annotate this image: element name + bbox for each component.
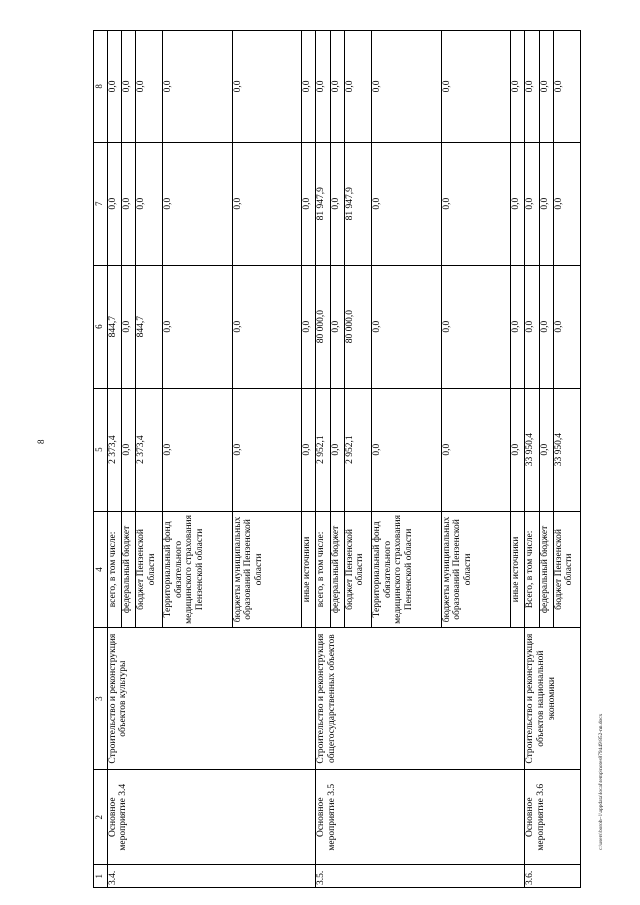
value-cell-7: 81 947,9	[316, 142, 330, 265]
value-cell-5: 0,0	[511, 388, 525, 511]
value-cell-5: 2 373,4	[135, 388, 162, 511]
value-cell-7: 0,0	[553, 142, 580, 265]
group-description-cell: Строительство и реконструкция объектов национальной экономики	[525, 628, 581, 770]
table-row	[525, 31, 539, 888]
value-cell-6: 0,0	[302, 265, 316, 388]
group-id-cell: 3.6.	[525, 865, 581, 888]
source-cell: бюджет Пензенской области	[135, 511, 162, 628]
value-cell-5: 0,0	[302, 388, 316, 511]
value-cell-8: 0,0	[316, 31, 330, 143]
header-row	[94, 31, 108, 888]
value-cell-8: 0,0	[344, 31, 371, 143]
value-cell-5: 0,0	[163, 388, 233, 511]
table-row	[316, 31, 330, 888]
group-title-cell: Основное мероприятие 3.6	[525, 770, 581, 865]
value-cell-5: 0,0	[232, 388, 302, 511]
budget-table	[93, 30, 581, 888]
value-cell-8: 0,0	[232, 31, 302, 143]
value-cell-6: 0,0	[121, 265, 135, 388]
value-cell-8: 0,0	[525, 31, 539, 143]
source-cell: Всего, в том числе:	[525, 511, 539, 628]
header-cell: 5	[94, 388, 108, 511]
value-cell-5: 0,0	[330, 388, 344, 511]
value-cell-5: 2 952,1	[344, 388, 371, 511]
source-cell: федеральный бюджет	[121, 511, 135, 628]
source-cell: всего, в том числе:	[316, 511, 330, 628]
value-cell-7: 0,0	[539, 142, 553, 265]
file-path-footer: c:\users\boroh~1\appdata\local\temp\notes879449\852-nn.docx	[598, 713, 604, 850]
group-id-cell: 3.5.	[316, 865, 525, 888]
value-cell-6: 0,0	[525, 265, 539, 388]
page-number: 8	[36, 439, 46, 444]
header-cell: 7	[94, 142, 108, 265]
value-cell-8: 0,0	[121, 31, 135, 143]
value-cell-8: 0,0	[163, 31, 233, 143]
group-description-cell: Строительство и реконструкция общегосударственных объектов	[316, 628, 525, 770]
value-cell-5: 2 373,4	[107, 388, 121, 511]
source-cell: иные источники	[511, 511, 525, 628]
source-cell: бюджеты муниципальных образований Пензенской области	[232, 511, 302, 628]
source-cell: бюджет Пензенской области	[553, 511, 580, 628]
value-cell-7: 0,0	[163, 142, 233, 265]
value-cell-7: 0,0	[107, 142, 121, 265]
source-cell: Территориальный фонд обязательного медицинского страхования Пензенской области	[163, 511, 233, 628]
value-cell-8: 0,0	[553, 31, 580, 143]
value-cell-8: 0,0	[539, 31, 553, 143]
rotated-table-frame	[93, 30, 581, 888]
value-cell-6: 0,0	[371, 265, 441, 388]
value-cell-7: 0,0	[121, 142, 135, 265]
source-cell: федеральный бюджет	[330, 511, 344, 628]
source-cell: бюджет Пензенской области	[344, 511, 371, 628]
value-cell-7: 81 947,9	[344, 142, 371, 265]
header-cell: 1	[94, 865, 108, 888]
value-cell-6: 844,7	[107, 265, 121, 388]
source-cell: всего, в том числе:	[107, 511, 121, 628]
value-cell-5: 0,0	[121, 388, 135, 511]
value-cell-8: 0,0	[441, 31, 511, 143]
value-cell-6: 0,0	[511, 265, 525, 388]
value-cell-5: 33 950,4	[553, 388, 580, 511]
header-cell: 3	[94, 628, 108, 770]
value-cell-7: 0,0	[302, 142, 316, 265]
group-title-cell: Основное мероприятие 3.4	[107, 770, 316, 865]
value-cell-7: 0,0	[441, 142, 511, 265]
value-cell-5: 0,0	[441, 388, 511, 511]
value-cell-7: 0,0	[371, 142, 441, 265]
source-cell: иные источники	[302, 511, 316, 628]
group-description-cell: Строительство и реконструкция объектов культуры	[107, 628, 316, 770]
source-cell: бюджеты муниципальных образований Пензенской области	[441, 511, 511, 628]
value-cell-8: 0,0	[371, 31, 441, 143]
value-cell-6: 80 000,0	[344, 265, 371, 388]
value-cell-7: 0,0	[135, 142, 162, 265]
source-cell: федеральный бюджет	[539, 511, 553, 628]
header-cell: 2	[94, 770, 108, 865]
header-cell: 6	[94, 265, 108, 388]
value-cell-6: 0,0	[553, 265, 580, 388]
value-cell-6: 0,0	[330, 265, 344, 388]
source-cell: Территориальный фонд обязательного медицинского страхования Пензенской области	[371, 511, 441, 628]
value-cell-5: 2 952,1	[316, 388, 330, 511]
value-cell-8: 0,0	[107, 31, 121, 143]
value-cell-8: 0,0	[302, 31, 316, 143]
group-title-cell: Основное мероприятие 3.5	[316, 770, 525, 865]
value-cell-8: 0,0	[511, 31, 525, 143]
group-id-cell: 3.4.	[107, 865, 316, 888]
value-cell-7: 0,0	[525, 142, 539, 265]
value-cell-7: 0,0	[511, 142, 525, 265]
value-cell-5: 33 950,4	[525, 388, 539, 511]
value-cell-6: 80 000,0	[316, 265, 330, 388]
header-cell: 4	[94, 511, 108, 628]
value-cell-6: 0,0	[232, 265, 302, 388]
value-cell-6: 0,0	[441, 265, 511, 388]
value-cell-7: 0,0	[232, 142, 302, 265]
value-cell-8: 0,0	[330, 31, 344, 143]
value-cell-8: 0,0	[135, 31, 162, 143]
value-cell-6: 0,0	[163, 265, 233, 388]
value-cell-6: 844,7	[135, 265, 162, 388]
value-cell-5: 0,0	[371, 388, 441, 511]
table-row	[107, 31, 121, 888]
header-cell: 8	[94, 31, 108, 143]
value-cell-7: 0,0	[330, 142, 344, 265]
value-cell-6: 0,0	[539, 265, 553, 388]
value-cell-5: 0,0	[539, 388, 553, 511]
